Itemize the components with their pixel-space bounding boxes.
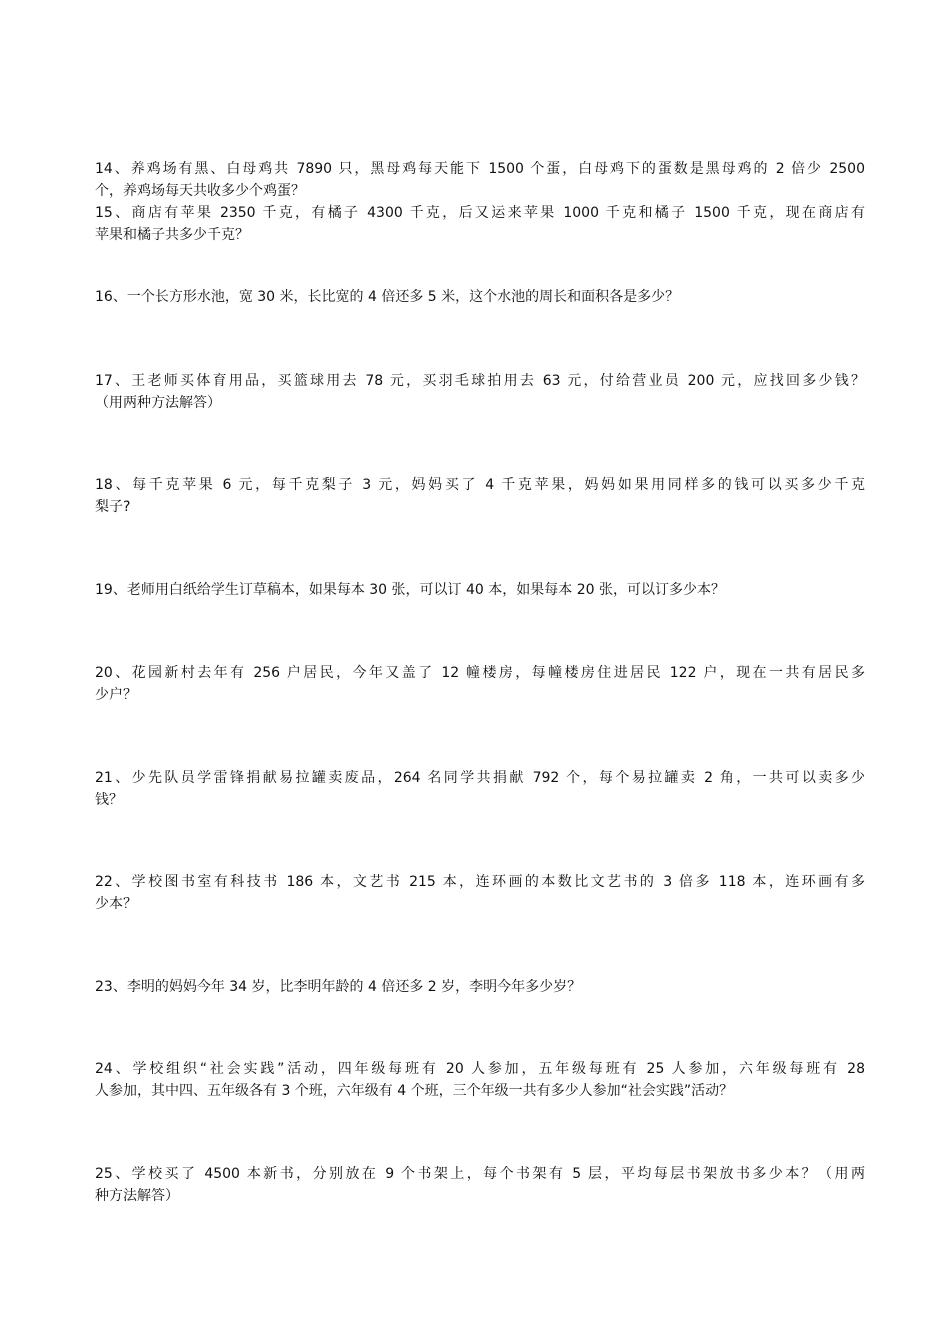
problem-line: 少户？ <box>95 687 137 703</box>
problem-line: 23、李明的妈妈今年 34 岁，比李明年龄的 4 倍还多 2 岁，李明今年多少岁？ <box>95 979 582 995</box>
problem-21 <box>95 767 865 811</box>
problem-line: 24、学校组织“社会实践”活动，四年级每班有 20 人参加，五年级每班有 25 人参加，六年级每班有 28 <box>95 1061 865 1077</box>
problem-line: 17、王老师买体育用品，买篮球用去 78 元，买羽毛球拍用去 63 元，付给营业员 200 元，应找回多少钱？ <box>95 373 865 389</box>
problem-line: 25、学校买了 4500 本新书，分别放在 9 个书架上，每个书架有 5 层，平均每层书架放书多少本？（用两 <box>95 1166 865 1182</box>
problem-19 <box>95 579 865 601</box>
problem-18 <box>95 474 865 518</box>
problem-15 <box>95 202 865 246</box>
problem-23 <box>95 976 865 998</box>
problem-line: 苹果和橘子共多少千克？ <box>95 227 249 243</box>
problem-line: 20、花园新村去年有 256 户居民，今年又盖了 12 幢楼房，每幢楼房住进居民 122 户，现在一共有居民多 <box>95 665 865 681</box>
problem-line: 16、一个长方形水池，宽 30 米，长比宽的 4 倍还多 5 米，这个水池的周长和面积各是多少？ <box>95 289 680 305</box>
problem-line: 22、学校图书室有科技书 186 本，文艺书 215 本，连环画的本数比文艺书的 3 倍多 118 本，连环画有多 <box>95 874 865 890</box>
problem-22 <box>95 871 865 915</box>
problem-line: 钱？ <box>95 792 123 808</box>
problem-line: 15、商店有苹果 2350 千克，有橘子 4300 千克，后又运来苹果 1000 千克和橘子 1500 千克，现在商店有 <box>95 205 865 221</box>
problem-line: 人参加，其中四、五年级各有 3 个班，六年级有 4 个班，三个年级一共有多少人参加“社会实践”活动？ <box>95 1083 734 1099</box>
problem-16 <box>95 286 865 308</box>
problem-25 <box>95 1163 865 1207</box>
problem-line: 21、少先队员学雷锋捐献易拉罐卖废品，264 名同学共捐献 792 个，每个易拉罐卖 2 角，一共可以卖多少 <box>95 770 865 786</box>
problem-line: 14、养鸡场有黑、白母鸡共 7890 只，黑母鸡每天能下 1500 个蛋，白母鸡下的蛋数是黑母鸡的 2 倍少 2500 <box>95 161 865 177</box>
problem-line: （用两种方法解答） <box>95 395 221 411</box>
problem-line: 种方法解答） <box>95 1188 179 1204</box>
problem-20 <box>95 662 865 706</box>
problem-line: 少本？ <box>95 896 137 912</box>
problem-line: 梨子? <box>95 499 131 515</box>
problem-line: 19、老师用白纸给学生订草稿本，如果每本 30 张，可以订 40 本，如果每本 20 张，可以订多少本？ <box>95 582 725 598</box>
problem-24 <box>95 1058 865 1102</box>
problem-line: 18、每千克苹果 6 元，每千克梨子 3 元，妈妈买了 4 千克苹果，妈妈如果用同样多的钱可以买多少千克 <box>95 477 865 493</box>
problem-17 <box>95 370 865 414</box>
problem-line: 个，养鸡场每天共收多少个鸡蛋？ <box>95 183 305 199</box>
problem-14 <box>95 158 865 202</box>
